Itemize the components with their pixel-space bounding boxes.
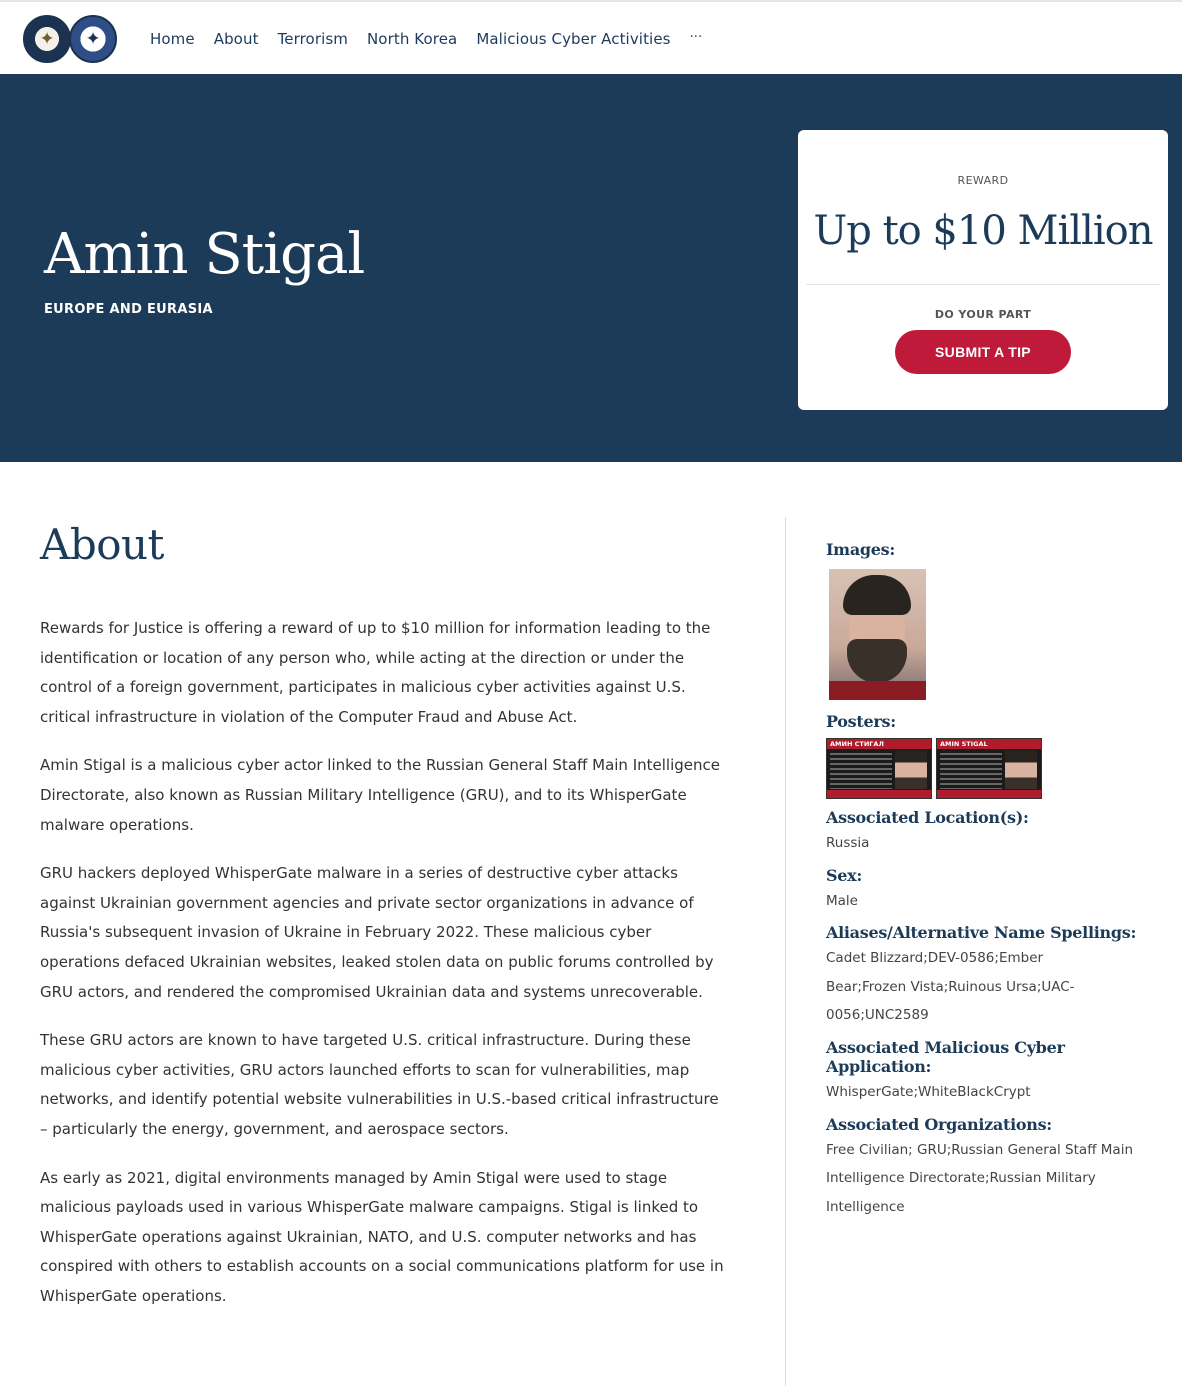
nav-terrorism[interactable]: Terrorism xyxy=(277,30,348,48)
organizations-value: Free Civilian; GRU;Russian General Staff Main Intelligence Directorate;Russian Military Intelligence xyxy=(826,1141,1134,1215)
state-department-seal-icon: ✦ xyxy=(23,15,71,63)
page-title: Amin Stigal xyxy=(44,222,365,287)
about-paragraph: Rewards for Justice is offering a reward of up to $10 million for information leading to the identification or location of any person who, while acting at the direction or under the control of a foreign government, participates in malicious cyber activities against U.S. critical infrastructure in violation of the Computer Fraud and Abuse Act. xyxy=(40,619,711,726)
nav-malicious-cyber-activities[interactable]: Malicious Cyber Activities xyxy=(476,30,671,48)
details-sidebar xyxy=(826,540,1166,1215)
sex-value: Male xyxy=(826,892,858,909)
reward-amount: Up to $10 Million xyxy=(813,208,1153,254)
nav-home[interactable]: Home xyxy=(150,30,195,48)
nav-more-icon[interactable]: ··· xyxy=(689,30,703,45)
details-list xyxy=(826,808,1166,1221)
application-heading: Associated Malicious Cyber Application: xyxy=(826,1037,1065,1076)
poster-title: АМИН СТИГАЛ xyxy=(830,740,884,748)
about-paragraph: As early as 2021, digital environments managed by Amin Stigal were used to stage malicious payloads used in various WhisperGate malware campaigns. Stigal is linked to WhisperGate operations against Ukrainian, NATO, and U.S. computer networks and has conspired with others to establish accounts on a social communications platform for use in WhisperGate operations. xyxy=(40,1168,724,1305)
reward-label: REWARD xyxy=(957,174,1009,187)
poster-russian[interactable] xyxy=(826,738,932,799)
dss-seal-icon: ✦ xyxy=(69,15,117,63)
hero-banner xyxy=(0,74,1182,462)
suspect-photo[interactable] xyxy=(829,569,926,700)
images-heading: Images: xyxy=(826,540,895,559)
location-value: Russia xyxy=(826,835,870,851)
do-your-part-label: DO YOUR PART xyxy=(934,308,1032,321)
about-paragraph: GRU hackers deployed WhisperGate malware in a series of destructive cyber attacks against Ukrainian government agencies and private sector organizations in advance of Russia's subsequent invasion of Ukraine in February 2022. These malicious cyber operations defaced Ukrainian websites, leaked stolen data on public forums controlled by GRU actors, and rendered the compromised Ukrainian data and systems unrecoverable. xyxy=(40,864,714,1001)
about-paragraph: These GRU actors are known to have targeted U.S. critical infrastructure. During these malicious cyber activities, GRU actors launched efforts to scan for vulnerabilities, map networks, and identify potential website vulnerabilities in U.S.-based critical infrastructure – particularly the energy, government, and aerospace sectors. xyxy=(40,1031,719,1138)
location-heading: Associated Location(s): xyxy=(826,808,1029,827)
aliases-value: Cadet Blizzard;DEV-0586;Ember Bear;Frozen Vista;Ruinous Ursa;UAC-0056;UNC2589 xyxy=(826,950,1075,1024)
posters-heading: Posters: xyxy=(826,712,896,731)
about-heading: About xyxy=(40,520,164,569)
organizations-heading: Associated Organizations: xyxy=(826,1114,1052,1134)
region-label: EUROPE AND EURASIA xyxy=(44,302,213,317)
nav-north-korea[interactable]: North Korea xyxy=(366,30,458,48)
top-navigation xyxy=(0,0,1182,74)
about-body xyxy=(40,614,730,1330)
application-value: WhisperGate;WhiteBlackCrypt xyxy=(826,1083,1031,1100)
nav-links xyxy=(150,30,721,48)
nav-about[interactable]: About xyxy=(213,30,259,48)
reward-card xyxy=(798,130,1168,410)
sex-heading: Sex: xyxy=(826,865,862,885)
aliases-heading: Aliases/Alternative Name Spellings: xyxy=(826,923,1137,943)
submit-tip-button[interactable]: SUBMIT A TIP xyxy=(895,330,1071,374)
column-divider xyxy=(785,517,786,1386)
reward-divider xyxy=(806,284,1160,285)
site-logo[interactable] xyxy=(23,15,117,63)
poster-title: AMIN STIGAL xyxy=(940,740,988,748)
about-paragraph: Amin Stigal is a malicious cyber actor linked to the Russian General Staff Main Intelligence Directorate, also known as Russian Military Intelligence (GRU), and to its WhisperGate malware operations. xyxy=(40,756,720,834)
poster-english[interactable] xyxy=(936,738,1042,799)
